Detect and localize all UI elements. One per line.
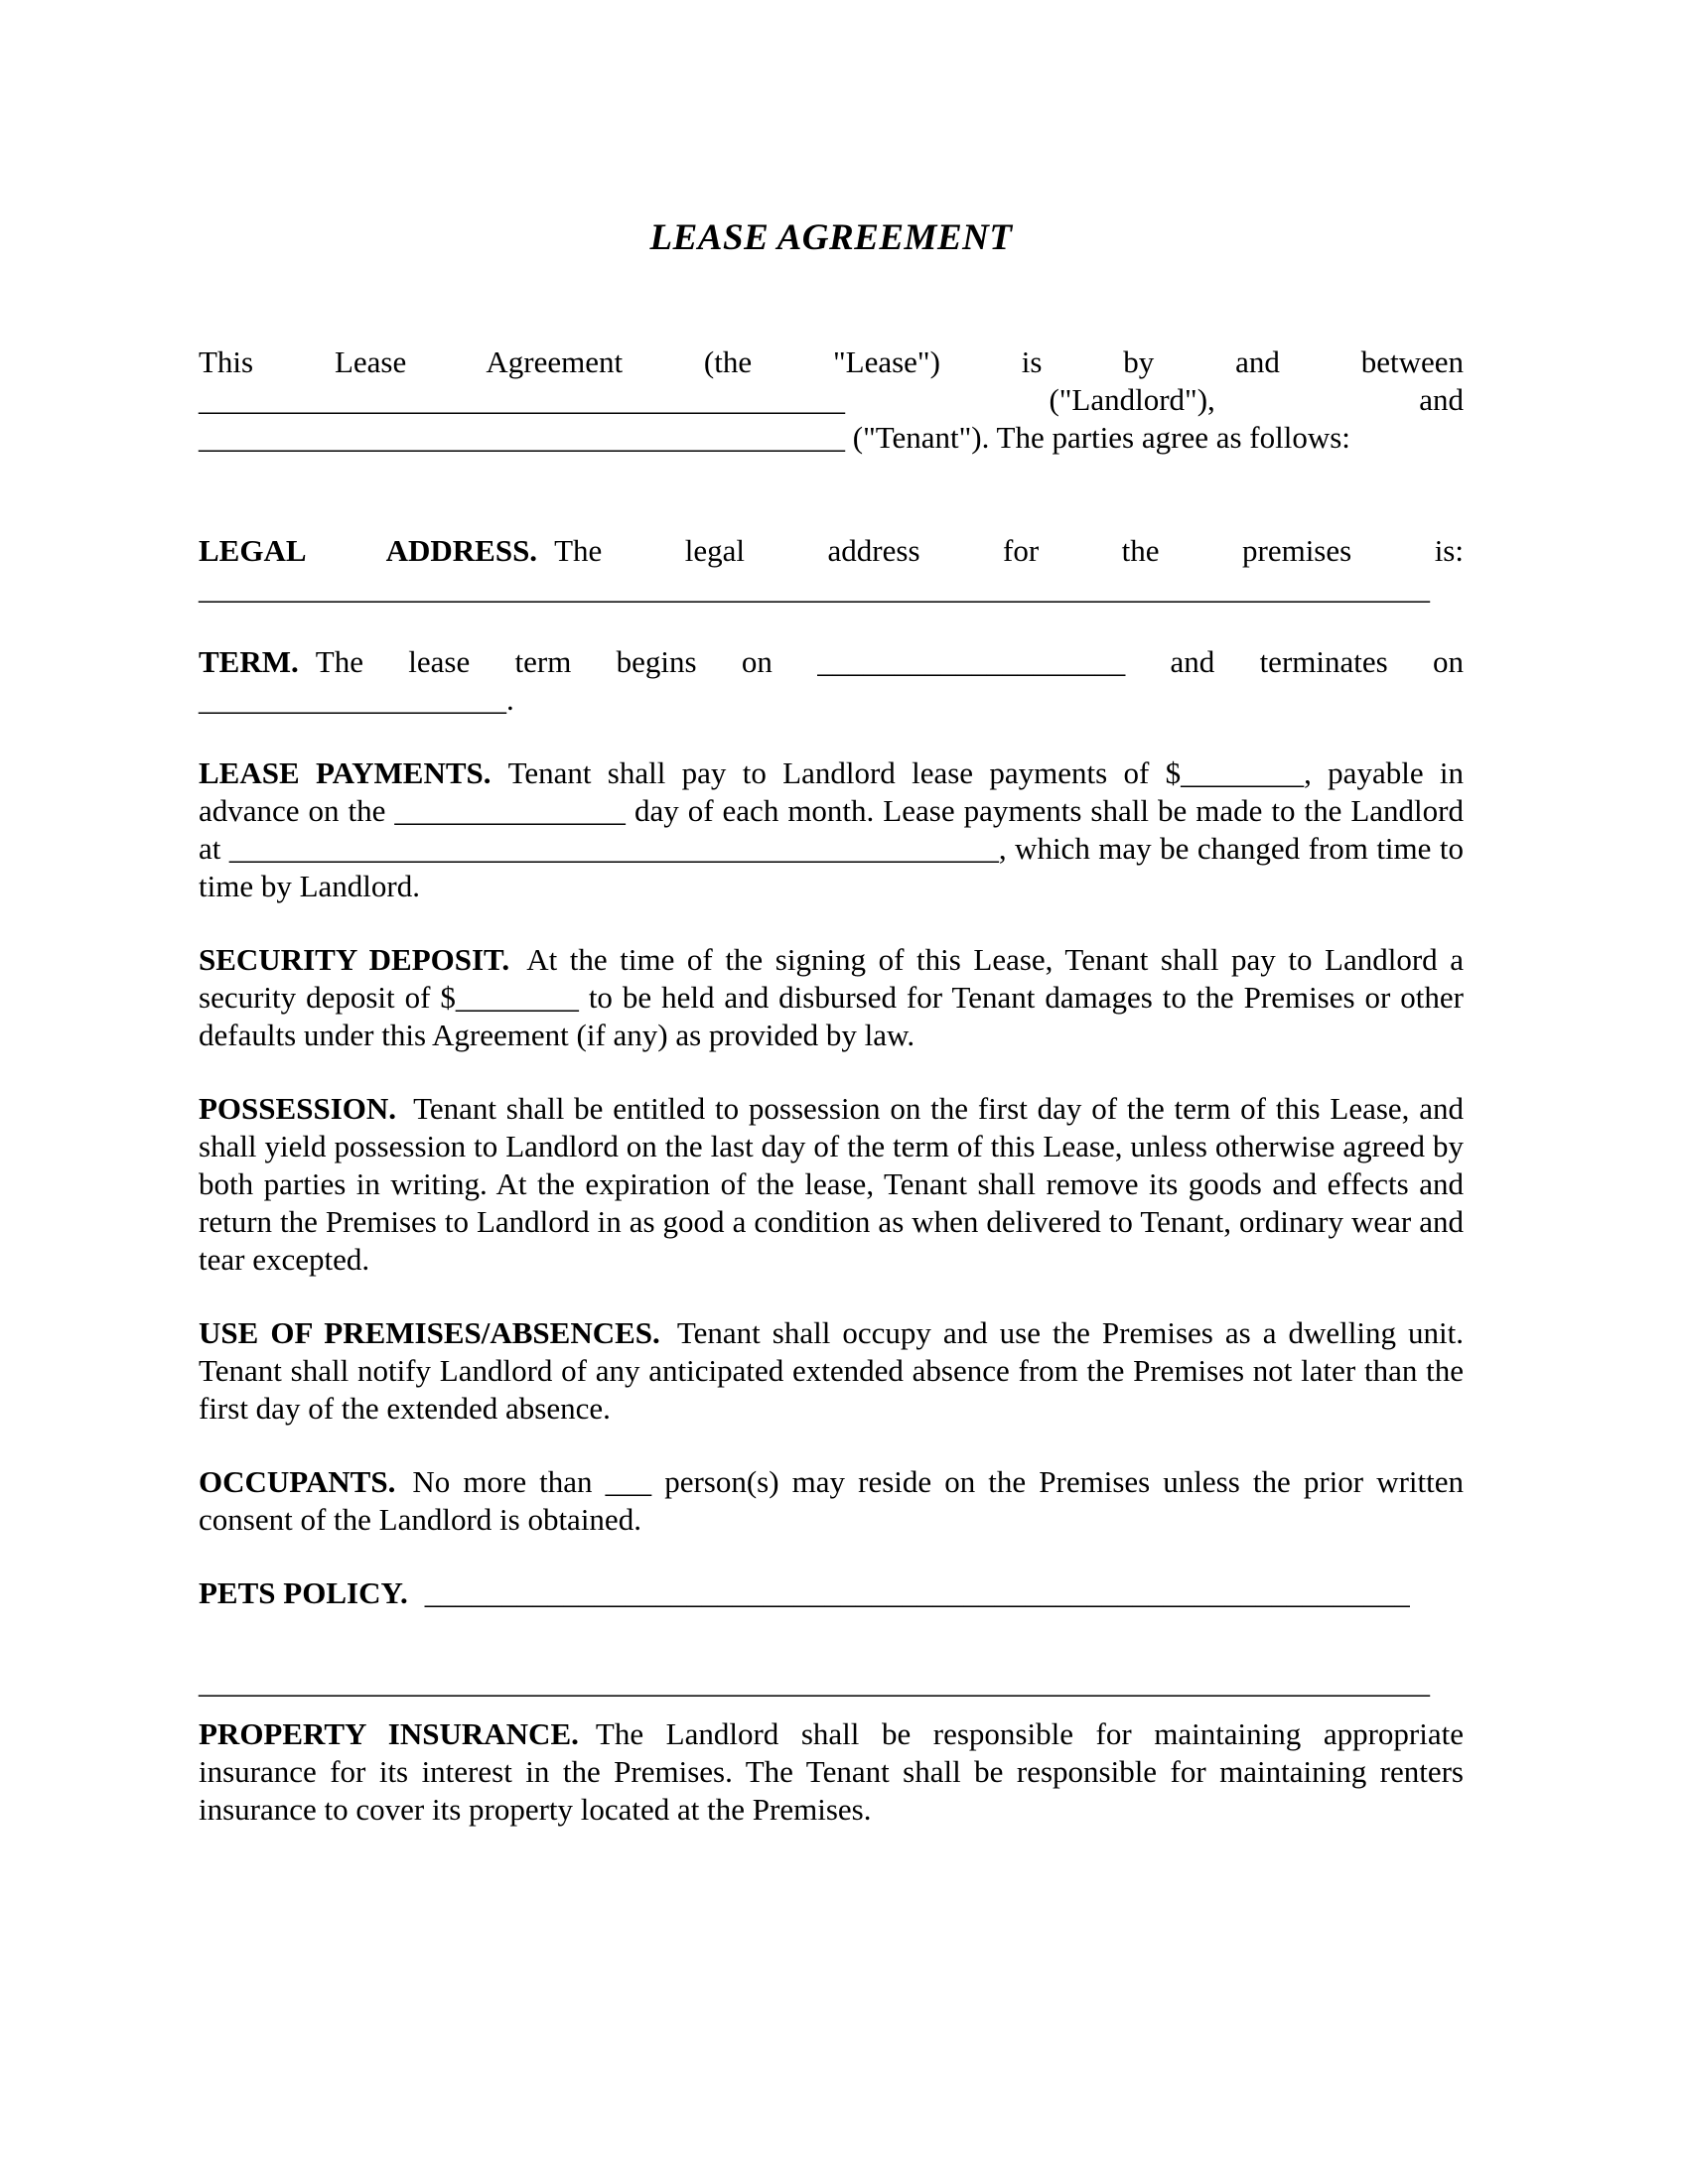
section-property-insurance-body: The Landlord shall be responsible for maintaining appropriate insurance for its interest in the Premises. The Tenant shall be responsible for maintaining renters insurance to cover its property located at the Premises. <box>199 1716 1464 1827</box>
section-use-of-premises-heading: USE OF PREMISES/ABSENCES. <box>199 1315 660 1350</box>
section-term-body: The lease term begins on ____________________ and terminates on ____________________. <box>199 644 1464 717</box>
section-occupants <box>199 1463 1464 1539</box>
section-pets-policy <box>199 1574 1464 1612</box>
pets-policy-blank-line: ________________________________________________________________________________ <box>199 1665 1430 1700</box>
section-possession <box>199 1090 1464 1279</box>
section-occupants-heading: OCCUPANTS. <box>199 1464 396 1499</box>
section-property-insurance-heading: PROPERTY INSURANCE. <box>199 1716 579 1751</box>
section-legal-address-heading: LEGAL ADDRESS. <box>199 533 538 568</box>
section-legal-address <box>199 532 1464 608</box>
section-lease-payments-body: Tenant shall pay to Landlord lease payments of $________, payable in advance on the _______________ day of each month. Lease payments shall be made to the Landlord at __________________________________________________, which may be changed from time to time by Landlord. <box>199 755 1464 903</box>
intro-paragraph <box>199 343 1464 457</box>
section-property-insurance <box>199 1715 1464 1829</box>
section-lease-payments-heading: LEASE PAYMENTS. <box>199 755 492 790</box>
section-occupants-body: No more than ___ person(s) may reside on the Premises unless the prior written consent of the Landlord is obtained. <box>199 1464 1464 1537</box>
section-term-heading: TERM. <box>199 644 299 679</box>
section-security-deposit-heading: SECURITY DEPOSIT. <box>199 942 510 977</box>
document-title: LEASE AGREEMENT <box>649 217 1013 258</box>
section-pets-policy-heading: PETS POLICY. <box>199 1575 408 1610</box>
section-term <box>199 643 1464 719</box>
intro-paragraph-text: This Lease Agreement (the "Lease") is by and between __________________________________________ ("Landlord"), and __________________________________________ ("Tenant"). The parties agree as follows: <box>199 344 1464 455</box>
section-possession-body: Tenant shall be entitled to possession on the first day of the term of this Lease, and shall yield possession to Landlord on the last day of the term of this Lease, unless otherwise agreed by both parties in writing. At the expiration of the lease, Tenant shall remove its goods and effects and return the Premises to Landlord in as good a condition as when delivered to Tenant, ordinary wear and tear excepted. <box>199 1091 1464 1277</box>
section-pets-policy-blank: ________________________________________________________________ <box>424 1575 1410 1610</box>
section-security-deposit <box>199 941 1464 1054</box>
section-use-of-premises <box>199 1314 1464 1428</box>
section-lease-payments <box>199 754 1464 905</box>
section-legal-address-body: The legal address for the premises is: ________________________________________________________________________________ <box>199 533 1464 606</box>
section-possession-heading: POSSESSION. <box>199 1091 397 1126</box>
section-pets-policy-extra-line <box>199 1664 1464 1702</box>
section-use-of-premises-body: Tenant shall occupy and use the Premises as a dwelling unit. Tenant shall notify Landlord of any anticipated extended absence from the Premises not later than the first day of the extended absence. <box>199 1315 1464 1426</box>
section-security-deposit-body: At the time of the signing of this Lease, Tenant shall pay to Landlord a security deposit of $________ to be held and disbursed for Tenant damages to the Premises or other defaults under this Agreement (if any) as provided by law. <box>199 942 1465 1052</box>
